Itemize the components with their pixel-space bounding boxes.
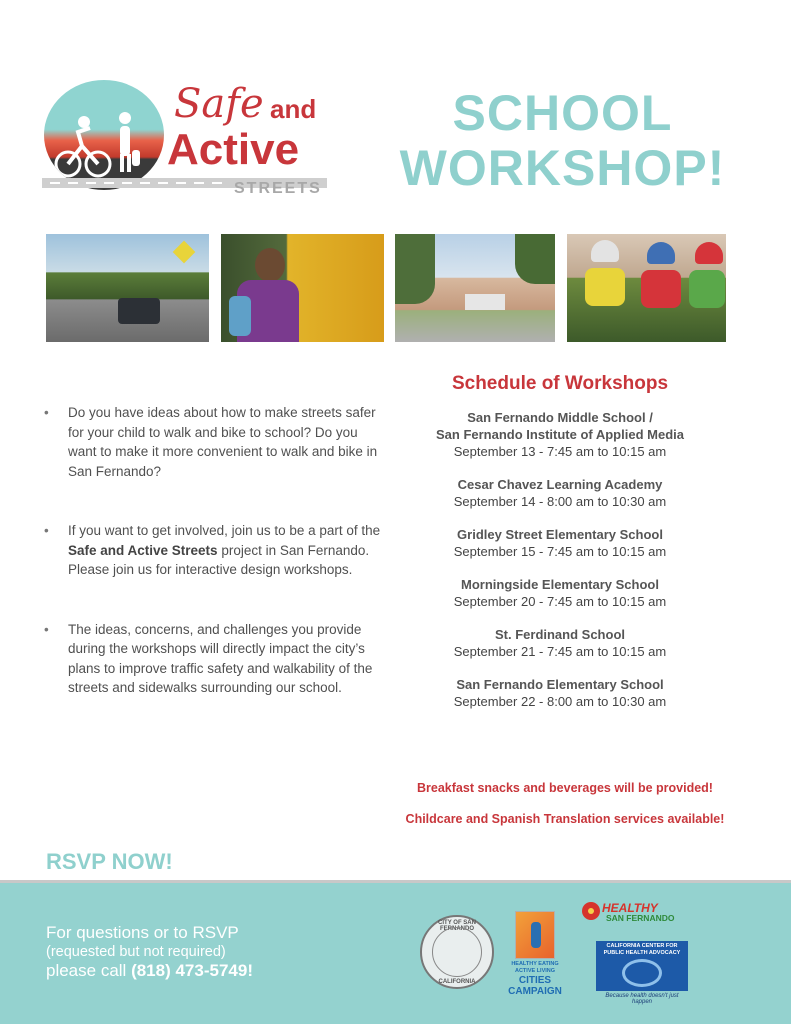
page-title	[390, 86, 735, 196]
ccpha-logo	[596, 941, 688, 1003]
photo-kids-on-bikes	[567, 234, 726, 342]
healthy-word: HEALTHY	[602, 901, 658, 915]
workshop-school: Gridley Street Elementary School	[457, 527, 663, 542]
heal-figure-icon	[515, 911, 555, 959]
note-breakfast: Breakfast snacks and beverages will be provided!	[417, 781, 713, 795]
heal-cities-logo	[506, 911, 564, 1003]
info-bullets	[44, 403, 389, 738]
san-fernando-word: SAN FERNANDO	[606, 913, 675, 923]
seal-top-text: CITY OF SAN FERNANDO	[438, 920, 476, 932]
bullet-impact: • The ideas, concerns, and challenges you provide during the workshops will directly impact the city’s plans to improve traffic safety and walkability of the streets and sidewalks surrounding our school.	[44, 620, 389, 698]
rsvp-heading: RSVP NOW!	[46, 849, 173, 874]
workshop-school: Cesar Chavez Learning Academy	[457, 477, 663, 492]
heal-tagline: HEALTHY EATING ACTIVE LIVING	[511, 961, 559, 974]
heal-cities: CITIES	[518, 975, 552, 986]
logo-word-safe: Safe	[174, 81, 264, 127]
ccpha-name: CALIFORNIA CENTER FOR PUBLIC HEALTH ADVOCACY	[603, 943, 681, 956]
phone-number[interactable]: (818) 473-5749!	[131, 961, 253, 980]
workshop-time: September 21 - 7:45 am to 10:15 am	[453, 644, 667, 659]
healthy-san-fernando-logo	[582, 901, 692, 925]
workshop-item	[400, 526, 720, 560]
workshop-school-alt: San Fernando Institute of Applied Media	[436, 427, 684, 442]
workshop-school: St. Ferdinand School	[494, 627, 625, 642]
workshop-schedule	[400, 373, 720, 726]
event-notes	[398, 778, 732, 840]
photo-school-building	[395, 234, 555, 342]
safe-active-streets-logo	[42, 80, 332, 200]
bullet-get-involved: • If you want to get involved, join us to be a part of the Safe and Active Streets project in San Fernando. Please join us for interactive design workshops.	[44, 521, 389, 580]
logo-word-streets: STREETS	[234, 180, 322, 197]
workshop-item	[400, 576, 720, 610]
ccpha-box	[596, 941, 688, 991]
workshop-time: September 20 - 7:45 am to 10:15 am	[453, 594, 667, 609]
photo-street-scene	[46, 234, 209, 342]
footer-band	[0, 880, 791, 1024]
cyclist-sunset-emblem	[44, 80, 164, 190]
logo-road-dashes	[50, 182, 230, 184]
heal-campaign: CAMPAIGN	[508, 986, 562, 997]
logo-word-active: Active	[167, 125, 300, 174]
workshop-item	[400, 409, 720, 460]
seal-emblem	[432, 927, 482, 977]
schedule-title: Schedule of Workshops	[451, 373, 669, 394]
contact-line-1: For questions or to RSVP	[46, 923, 239, 942]
contact-info	[46, 923, 253, 981]
workshop-item	[400, 676, 720, 710]
logo-word-and: and	[270, 94, 317, 124]
contact-line-2: (requested but not required)	[46, 944, 226, 960]
workshop-item	[400, 476, 720, 510]
workshop-item	[400, 626, 720, 660]
contact-line-3: please call (818) 473-5749!	[46, 961, 253, 980]
title-line-1: SCHOOL	[452, 85, 673, 141]
note-childcare: Childcare and Spanish Translation services available!	[405, 812, 725, 826]
photo-child-school-bus	[221, 234, 384, 342]
seal-bottom-text: CALIFORNIA	[438, 979, 476, 985]
workshop-school: Morningside Elementary School	[461, 577, 659, 592]
title-line-2: WORKSHOP!	[399, 140, 726, 196]
bullet-ideas: • Do you have ideas about how to make streets safer for your child to walk and bike to school? Do you want to make it more convenient to walk and bike in San Fernando?	[44, 403, 389, 481]
ccpha-tagline: Because health doesn't just happen	[605, 993, 679, 1005]
workshop-time: September 14 - 8:00 am to 10:30 am	[453, 494, 667, 509]
city-seal-logo	[420, 915, 494, 989]
workshop-time: September 13 - 7:45 am to 10:15 am	[453, 444, 667, 459]
flower-icon	[582, 902, 600, 920]
workshop-time: September 15 - 7:45 am to 10:15 am	[453, 544, 667, 559]
workshop-school: San Fernando Elementary School	[456, 677, 664, 692]
cyclist-silhouette-icon	[44, 80, 164, 190]
workshop-school: San Fernando Middle School /	[467, 410, 653, 425]
ripple-icon	[622, 959, 662, 987]
workshop-time: September 22 - 8:00 am to 10:30 am	[453, 694, 667, 709]
